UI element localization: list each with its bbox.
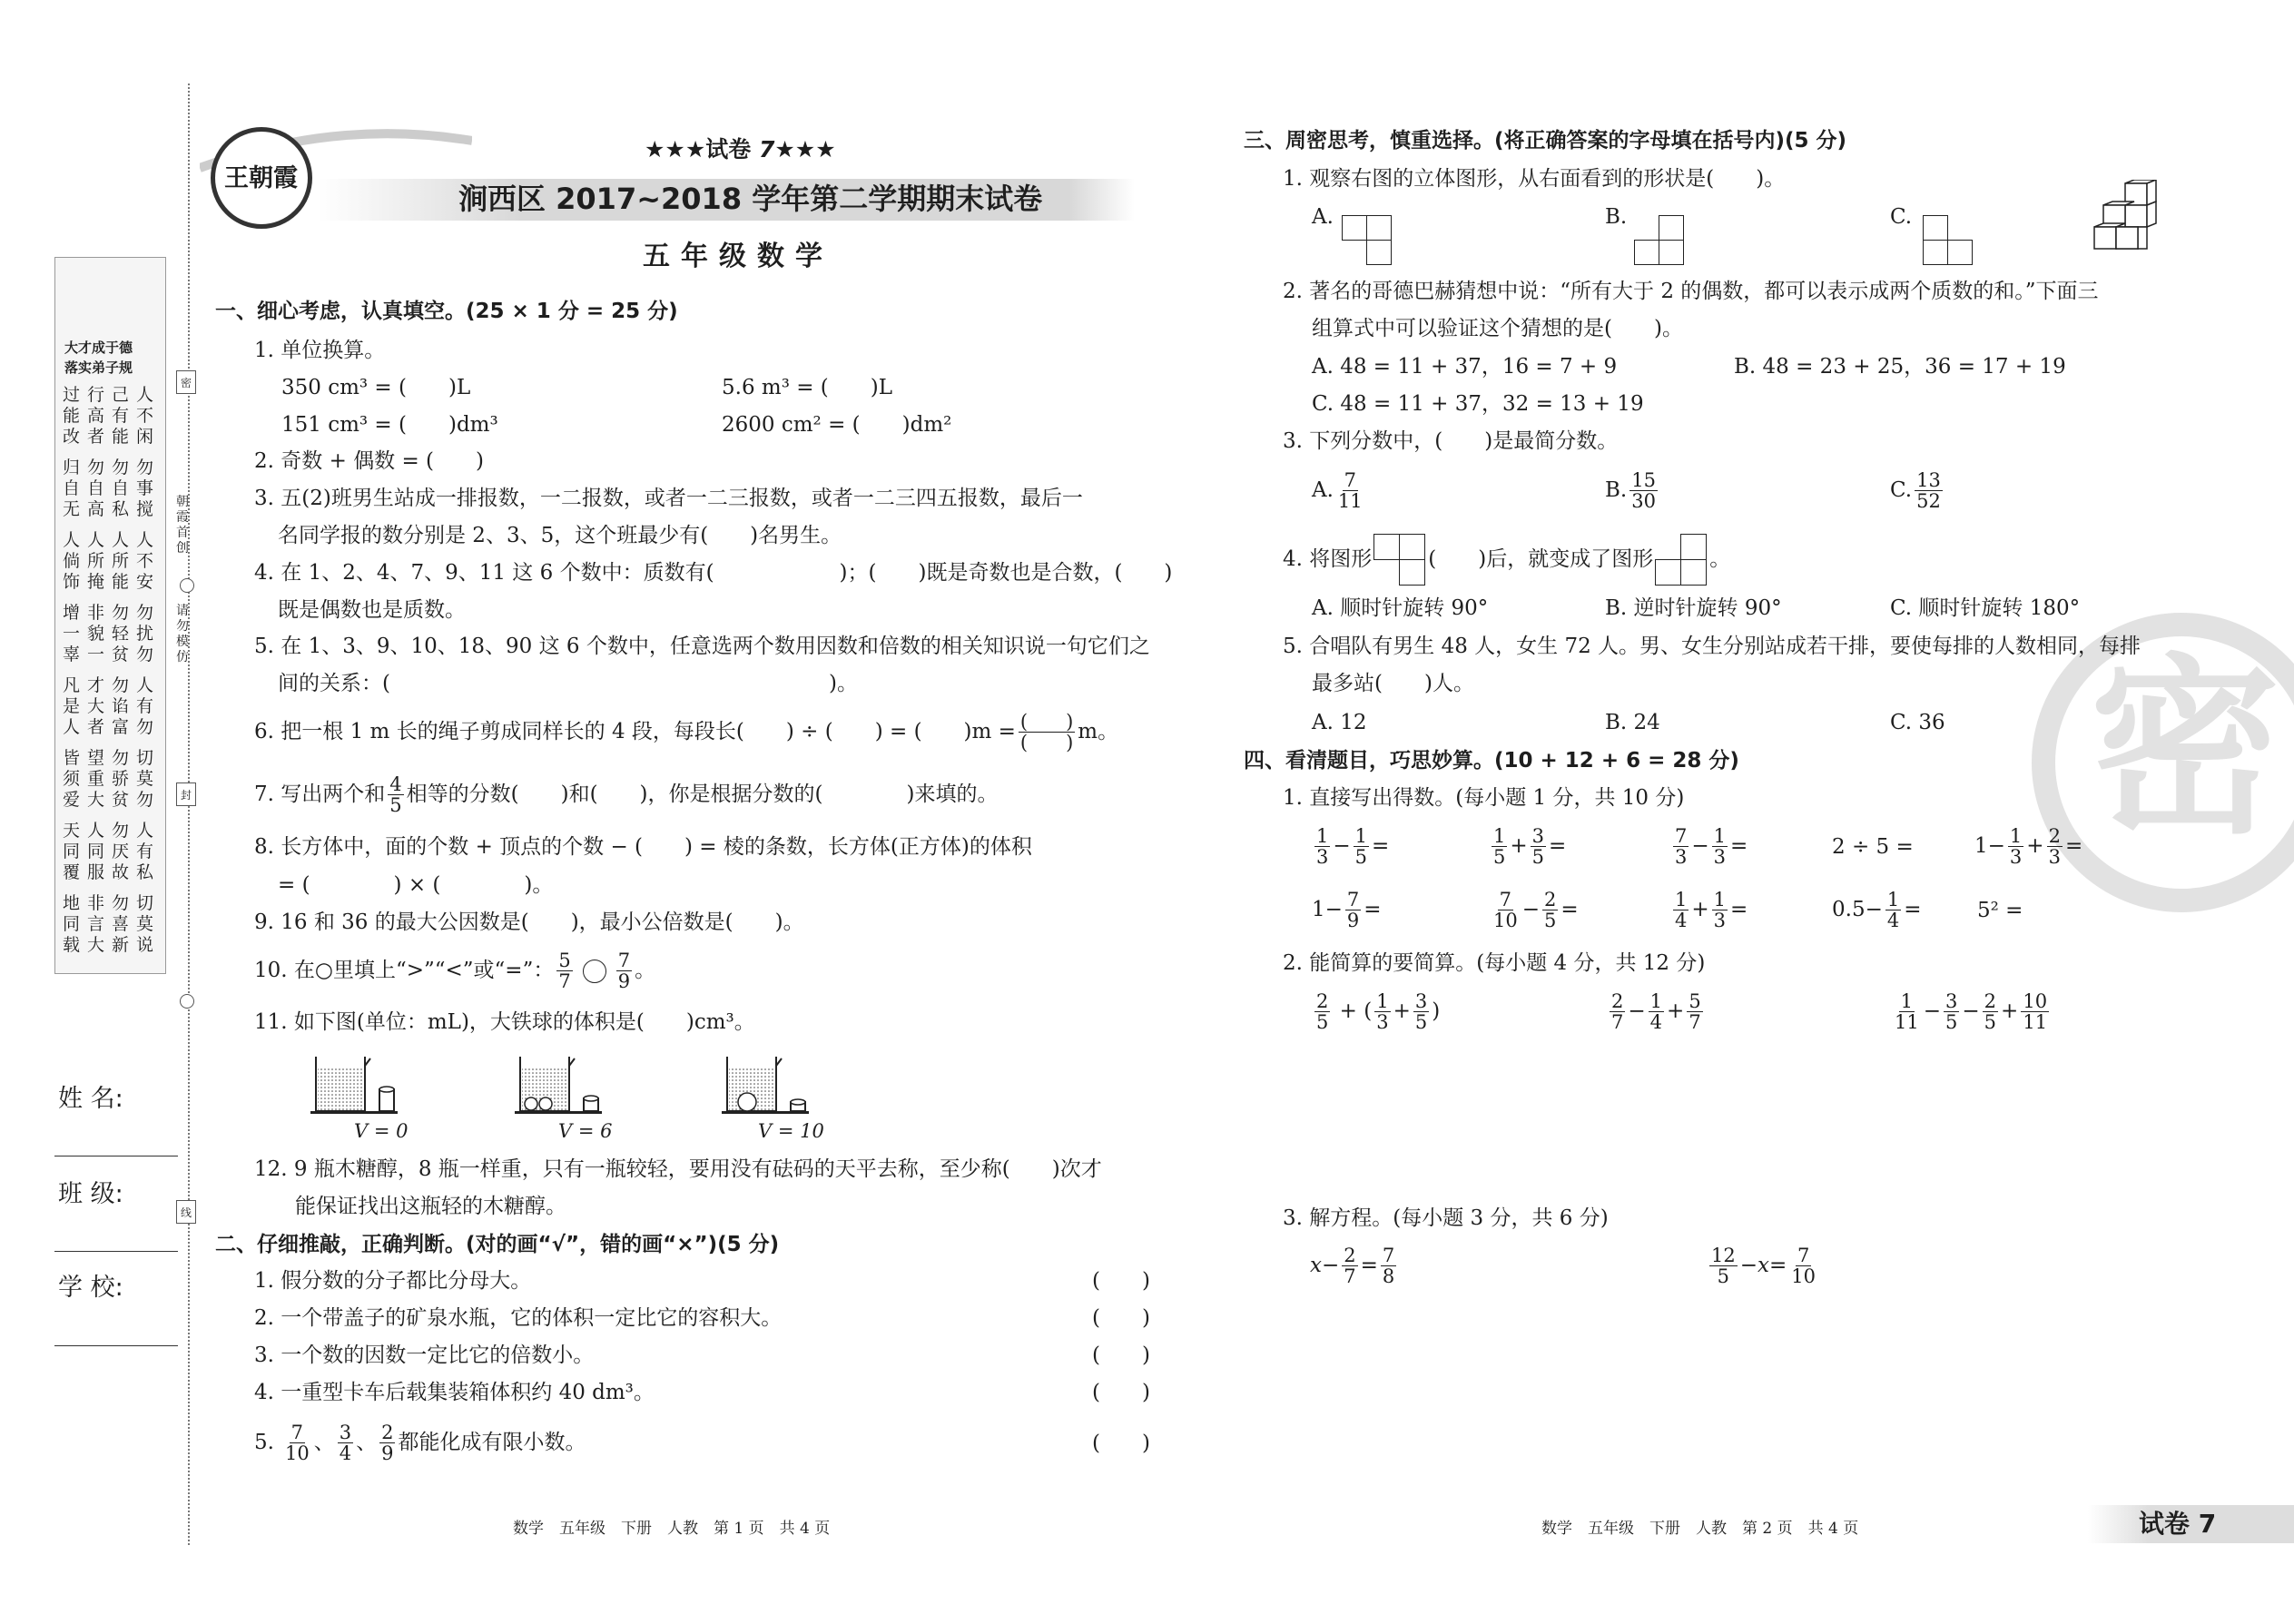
beaker-figure-3: [720, 1053, 811, 1122]
q11: 11. 如下图(单位：mL)，大铁球的体积是( )cm³。: [254, 1010, 755, 1034]
judge-answer-3[interactable]: ( ): [1092, 1343, 1150, 1367]
judge-answer-5[interactable]: ( ): [1092, 1432, 1150, 1455]
sidebar-proverbs-panel: [54, 257, 166, 974]
sec3-q5-line2: 最多站( )人。: [1312, 672, 1474, 695]
sec3-heading: 三、周密思考，慎重选择。(将正确答案的字母填在括号内)(5 分): [1244, 129, 1847, 153]
q1d: 2600 cm² = ( )dm²: [722, 413, 952, 437]
sec1-heading: 一、细心考虑，认真填空。(25 × 1 分 = 25 分): [215, 300, 678, 323]
equation-1: x − $\frac{2}{7}$ = $\frac{7}{8}$: [1310, 1245, 1395, 1288]
vertical-note-1: 朝霞首创: [176, 495, 189, 556]
simplify-2: $\frac{2}{7}$ − $\frac{1}{4}$ + $\frac{5}{7}$: [1611, 990, 1701, 1034]
beaker-label-2: V = 6: [558, 1120, 613, 1142]
calc-3: $\frac{7}{3}$ − $\frac{1}{3}$ =: [1675, 825, 1748, 869]
sec3-q4-c: C. 顺时针旋转 180°: [1890, 596, 2081, 620]
sidebar-slogan-1: 大才成于德: [64, 340, 133, 356]
logo: [211, 127, 312, 229]
sec3-q2-line2: 组算式中可以验证这个猜想的是( )。: [1312, 317, 1683, 340]
q12-line1: 12. 9 瓶木糖醇，8 瓶一样重，只有一瓶较轻，要用没有砝码的天平去称，至少称( )次才: [254, 1157, 1102, 1181]
sec3-q2-a: A. 48 = 11 + 37，16 = 7 + 9: [1312, 355, 1618, 379]
q1c: 151 cm³ = ( )dm³: [281, 413, 498, 437]
sec3-q4-a: A. 顺时针旋转 90°: [1312, 596, 1489, 620]
class-field[interactable]: [54, 1251, 178, 1252]
beaker-label-3: V = 10: [758, 1120, 824, 1142]
calc-5: 1 − $\frac{1}{3}$ + $\frac{2}{3}$ =: [1974, 825, 2083, 869]
name-field-label: 姓 名:: [58, 1085, 123, 1113]
proverb-column: 天 同 覆: [63, 821, 81, 882]
proverb-column: 勿 轻 贫: [112, 603, 130, 664]
sec3-q2-c: C. 48 = 11 + 37，32 = 13 + 19: [1312, 392, 1644, 416]
sec4-q3: 3. 解方程。(每小题 3 分，共 6 分): [1283, 1206, 1609, 1230]
sec3-q5-b: B. 24: [1605, 711, 1660, 734]
q4-line2: 既是偶数也是质数。: [278, 598, 466, 622]
page-badge-text: 试卷 7: [2139, 1509, 2217, 1539]
compare-circle[interactable]: [583, 960, 606, 983]
simplify-3: $\frac{1}{11}$ − $\frac{3}{5}$ − $\frac{2}{5}$ + $\frac{10}{11}$: [1895, 990, 2048, 1034]
sec3-q2-b: B. 48 = 23 + 25，36 = 17 + 19: [1734, 355, 2066, 379]
judge-answer-2[interactable]: ( ): [1092, 1306, 1150, 1330]
left-footer: 数学 五年级 下册 人教 第 1 页 共 4 页: [513, 1520, 831, 1538]
sec4-q1: 1. 直接写出得数。(每小题 1 分，共 10 分): [1283, 786, 1685, 810]
sec3-q1: 1. 观察右图的立体图形，从右面看到的形状是( )。: [1283, 167, 1786, 191]
vertical-note-2: 请勿模仿: [176, 604, 189, 664]
proverb-column: 才 大 者: [87, 675, 105, 737]
proverb-column: 勿 谄 富: [112, 675, 130, 737]
q9: 9. 16 和 36 的最大公因数是( )，最小公倍数是( )。: [254, 910, 804, 934]
proverb-column: 勿 厌 故: [112, 821, 130, 882]
calc-7: $\frac{7}{10}$ − $\frac{2}{5}$ =: [1493, 889, 1579, 932]
watermark-seal-text: 密: [2090, 635, 2281, 860]
sec3-q5-c: C. 36: [1890, 711, 1945, 734]
calc-1: $\frac{1}{3}$ − $\frac{1}{5}$ =: [1316, 825, 1390, 869]
binding-circle-2: [180, 994, 194, 1009]
proverb-column: 过 能 改: [63, 385, 81, 447]
sec3-q5-a: A. 12: [1312, 711, 1367, 734]
proverb-column: 勿 喜 新: [112, 893, 130, 955]
sec3-q3-b: B. $\frac{15}{30}$: [1605, 469, 1656, 513]
shape-after: [1655, 534, 1708, 586]
sidebar-slogan-2: 落实弟子规: [64, 359, 133, 376]
proverb-column: 人 有 私: [136, 821, 154, 882]
proverb-column: 人 同 服: [87, 821, 105, 882]
right-footer: 数学 五年级 下册 人教 第 2 页 共 4 页: [1541, 1520, 1859, 1538]
judge-answer-4[interactable]: ( ): [1092, 1381, 1150, 1404]
proverb-column: 勿 事 搅: [136, 458, 154, 519]
proverb-column: 非 言 大: [87, 893, 105, 955]
proverb-column: 勿 自 高: [87, 458, 105, 519]
q1a: 350 cm³ = ( )L: [281, 376, 471, 399]
view-shape-c: [1923, 215, 1974, 266]
proverb-column: 人 不 闲: [136, 385, 154, 447]
q12-line2: 能保证找出这瓶轻的木糖醇。: [295, 1195, 566, 1218]
sec3-q3: 3. 下列分数中，( )是最简分数。: [1283, 429, 1619, 453]
judge-item-2: 2. 一个带盖子的矿泉水瓶，它的体积一定比它的容积大。: [254, 1306, 783, 1330]
proverb-column: 切 莫 勿: [136, 748, 154, 810]
calc-10: 5² =: [1977, 899, 2023, 922]
q3-line2: 名同学报的数分别是 2、3、5，这个班最少有( )名男生。: [278, 524, 842, 547]
binding-dotted-line: [188, 84, 190, 1545]
class-field-label: 班 级:: [58, 1180, 123, 1208]
proverb-column: 望 重 大: [87, 748, 105, 810]
school-field[interactable]: [54, 1345, 178, 1346]
proverb-column: 增 一 辜: [63, 603, 81, 664]
proverb-column: 凡 是 人: [63, 675, 81, 737]
proverb-column: 人 不 安: [136, 530, 154, 592]
shape-before: [1373, 534, 1426, 586]
proverb-grid: [63, 385, 162, 966]
opt-b-label: B.: [1605, 205, 1628, 229]
calc-6: 1 − $\frac{7}{9}$ =: [1312, 889, 1382, 932]
calc-9: 0.5 − $\frac{1}{4}$ =: [1832, 889, 1922, 932]
judge-item-5: 5. $\frac{7}{10}$ 、 $\frac{3}{4}$ 、 $\frac{2}{9}$ 都能化成有限小数。: [254, 1422, 586, 1465]
judge-answer-1[interactable]: ( ): [1092, 1269, 1150, 1293]
page-title: 涧西区 2017~2018 学年第二学期期末试卷: [458, 182, 1043, 216]
series-label: ★★★试卷 7★★★: [645, 136, 836, 162]
q7: 7. 写出两个和 $\frac{4}{5}$ 相等的分数( )和( )，你是根据分数的( )来填的。: [254, 773, 999, 817]
q4-line1: 4. 在 1、2、4、7、9、11 这 6 个数中：质数有( )；( )既是奇数也是合数，( ): [254, 561, 1173, 585]
sec3-q4: 4. 将图形 ( )后，就变成了图形 。: [1283, 534, 1730, 586]
proverb-column: 皆 须 爱: [63, 748, 81, 810]
q3-line1: 3. 五(2)班男生站成一排报数，一二报数，或者一二三报数，或者一二三四五报数，最后一: [254, 487, 1083, 510]
q2: 2. 奇数 + 偶数 = ( ): [254, 449, 484, 473]
beaker-figure-1: [309, 1053, 399, 1122]
calc-4: 2 ÷ 5 =: [1832, 835, 1914, 859]
simplify-1: $\frac{2}{5}$ + ( $\frac{1}{3}$ + $\frac{3}{5}$ ): [1316, 990, 1441, 1034]
proverb-column: 人 有 勿: [136, 675, 154, 737]
sec4-q2: 2. 能简算的要简算。(每小题 4 分，共 12 分): [1283, 951, 1706, 975]
sec2-heading: 二、仔细推敲，正确判断。(对的画“√”，错的画“×”)(5 分): [215, 1233, 780, 1256]
proverb-column: 地 同 载: [63, 893, 81, 955]
q1-label: 1. 单位换算。: [254, 339, 386, 362]
proverb-column: 行 高 者: [87, 385, 105, 447]
view-shape-a: [1342, 215, 1393, 266]
judge-item-3: 3. 一个数的因数一定比它的倍数小。: [254, 1343, 595, 1367]
judge-item-4: 4. 一重型卡车后载集装箱体积约 40 dm³。: [254, 1381, 655, 1404]
judge-item-1: 1. 假分数的分子都比分母大。: [254, 1269, 532, 1293]
seal-mark-1: 密: [176, 370, 196, 394]
proverb-column: 人 所 能: [112, 530, 130, 592]
beaker-label-1: V = 0: [354, 1120, 409, 1142]
q5-line2: 间的关系：( )。: [278, 672, 858, 695]
equation-2: $\frac{12}{5}$ − x = $\frac{7}{10}$: [1711, 1245, 1816, 1288]
sec3-q3-c: C. $\frac{13}{52}$: [1890, 469, 1941, 513]
school-field-label: 学 校:: [58, 1274, 123, 1302]
sec3-q2-line1: 2. 著名的哥德巴赫猜想中说：“所有大于 2 的偶数，都可以表示成两个质数的和。”下面三: [1283, 280, 2099, 303]
q10: 10. 在○里填上“>”“<”或“=”： $\frac{5}{7}$ $\frac{7}{9}$ 。: [254, 950, 656, 993]
calc-2: $\frac{1}{5}$ + $\frac{3}{5}$ =: [1493, 825, 1567, 869]
proverb-column: 勿 自 私: [112, 458, 130, 519]
q8-line2: = ( ) × ( )。: [278, 873, 554, 897]
seal-mark-2: 封: [176, 782, 196, 806]
opt-a-label: A.: [1312, 205, 1334, 229]
seal-mark-3: 线: [176, 1200, 196, 1224]
calc-8: $\frac{1}{4}$ + $\frac{1}{3}$ =: [1675, 889, 1748, 932]
q5-line1: 5. 在 1、3、9、10、18、90 这 6 个数中，任意选两个数用因数和倍数的相关知识说一句它们之: [254, 635, 1150, 658]
proverb-column: 归 自 无: [63, 458, 81, 519]
proverb-column: 己 有 能: [112, 385, 130, 447]
proverb-column: 人 所 掩: [87, 530, 105, 592]
opt-c-label: C.: [1890, 205, 1913, 229]
sec3-q5-line1: 5. 合唱队有男生 48 人，女生 72 人。男、女生分别站成若干排，要使每排的人数相同，每排: [1283, 635, 2141, 658]
sec4-heading: 四、看清题目，巧思妙算。(10 + 12 + 6 = 28 分): [1244, 749, 1739, 773]
proverb-column: 勿 扰 勿: [136, 603, 154, 664]
proverb-column: 勿 骄 贫: [112, 748, 130, 810]
beaker-figure-2: [513, 1053, 604, 1122]
solid-figure: [2083, 180, 2165, 260]
sec3-q4-b: B. 逆时针旋转 90°: [1605, 596, 1782, 620]
binding-circle-1: [180, 578, 194, 593]
proverb-column: 切 莫 说: [136, 893, 154, 955]
sec3-q3-a: A. $\frac{7}{11}$: [1312, 469, 1363, 513]
q1b: 5.6 m³ = ( )L: [722, 376, 893, 399]
page-subtitle: 五年级数学: [643, 241, 833, 272]
view-shape-b: [1634, 215, 1685, 266]
q8-line1: 8. 长方体中，面的个数 + 顶点的个数 − ( ) = 棱的条数，长方体(正方体)的体积: [254, 835, 1032, 859]
proverb-column: 非 貌 一: [87, 603, 105, 664]
proverb-column: 人 倘 饰: [63, 530, 81, 592]
logo-text: 王朝霞: [224, 164, 298, 192]
q6: 6. 把一根 1 m 长的绳子剪成同样长的 4 段，每段长( ) ÷ ( ) = ( )m = $\frac{( )}{( )}$ m。: [254, 711, 1119, 754]
